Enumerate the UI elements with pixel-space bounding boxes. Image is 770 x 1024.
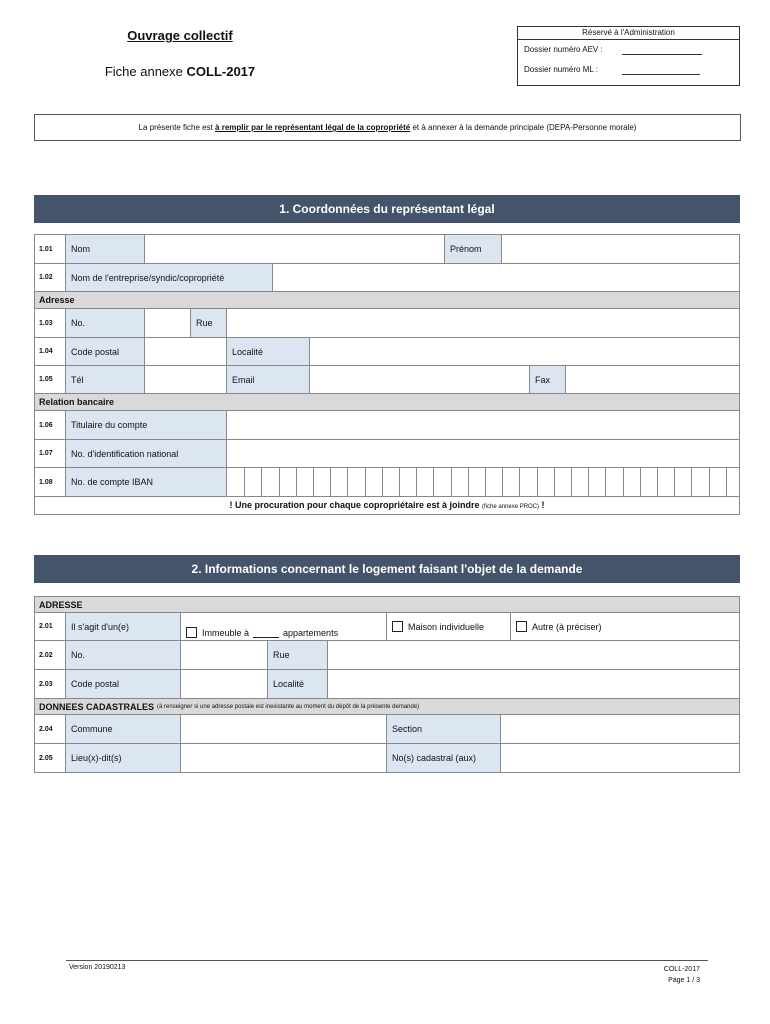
bank-heading: Relation bancaire	[34, 394, 740, 411]
iban-char-box[interactable]	[433, 468, 450, 496]
iban-char-box[interactable]	[416, 468, 433, 496]
iban-char-box[interactable]	[691, 468, 708, 496]
label-cadastral-number: No(s) cadastral (aux)	[387, 744, 501, 772]
tel-input[interactable]	[145, 366, 227, 393]
option-immeuble[interactable]	[181, 613, 387, 640]
iban-char-box[interactable]	[554, 468, 571, 496]
address-heading: Adresse	[34, 292, 740, 309]
immeuble-label: Immeuble à	[202, 628, 250, 638]
row-number: 2.02	[35, 641, 66, 669]
checkbox-autre[interactable]	[516, 621, 527, 632]
label-tel: Tél	[66, 366, 145, 393]
row-number: 1.03	[35, 309, 66, 337]
row-2-04	[34, 715, 740, 744]
iban-char-box[interactable]	[571, 468, 588, 496]
row-number: 1.06	[35, 411, 66, 439]
prenom-input[interactable]	[502, 235, 739, 263]
label-iban: No. de compte IBAN	[66, 468, 227, 496]
row-number: 2.05	[35, 744, 66, 772]
label-email: Email	[227, 366, 310, 393]
commune-input[interactable]	[181, 715, 387, 743]
warning-note: (fiche annexe PROC)	[482, 504, 540, 510]
section-2-title: 2. Informations concernant le logement faisant l'objet de la demande	[34, 555, 740, 583]
iban-input[interactable]	[227, 468, 739, 496]
iban-char-box[interactable]	[709, 468, 726, 496]
iban-char-box[interactable]	[623, 468, 640, 496]
label-entreprise: Nom de l'entreprise/syndic/copropriété	[66, 264, 273, 291]
row-number: 1.01	[35, 235, 66, 263]
warning-end: !	[539, 500, 545, 510]
section-1-title: 1. Coordonnées du représentant légal	[34, 195, 740, 223]
form-subtitle	[60, 64, 300, 79]
iban-char-box[interactable]	[365, 468, 382, 496]
label-rue: Rue	[191, 309, 227, 337]
iban-char-box[interactable]	[485, 468, 502, 496]
procuration-warning	[34, 497, 740, 515]
iban-char-box[interactable]	[588, 468, 605, 496]
nom-input[interactable]	[145, 235, 445, 263]
admin-heading: Réservé à l'Administration	[518, 27, 739, 40]
row-2-02	[34, 641, 740, 670]
form-title: Ouvrage collectif	[127, 28, 233, 43]
label-localite: Localité	[227, 338, 310, 365]
iban-char-box[interactable]	[502, 468, 519, 496]
label-rue-2: Rue	[268, 641, 328, 669]
page-number: Page 1 / 3	[668, 977, 700, 984]
iban-char-box[interactable]	[640, 468, 657, 496]
label-prenom: Prénom	[445, 235, 502, 263]
row-1-08	[34, 468, 740, 497]
label-fax: Fax	[530, 366, 566, 393]
checkbox-maison[interactable]	[392, 621, 403, 632]
row-1-03	[34, 309, 740, 338]
cadastral-heading	[34, 699, 740, 715]
label-titulaire: Titulaire du compte	[66, 411, 227, 439]
label-section: Section	[387, 715, 501, 743]
entreprise-input[interactable]	[273, 264, 739, 291]
row-2-03	[34, 670, 740, 699]
appartements-count-blank[interactable]	[253, 637, 279, 638]
iban-char-box[interactable]	[399, 468, 416, 496]
fax-input[interactable]	[566, 366, 739, 393]
row-number: 1.02	[35, 264, 66, 291]
localite-input[interactable]	[310, 338, 739, 365]
cadastral-number-input[interactable]	[501, 744, 739, 772]
subtitle-prefix: Fiche annexe	[104, 64, 183, 79]
lieu-dit-input[interactable]	[181, 744, 387, 772]
label-code-postal-2: Code postal	[66, 670, 181, 698]
iban-char-box[interactable]	[330, 468, 347, 496]
page-footer	[66, 960, 708, 984]
notice-text-1: La présente fiche est	[138, 123, 216, 132]
iban-char-box[interactable]	[674, 468, 691, 496]
version-label: Version 20190213	[69, 964, 126, 971]
label-commune: Commune	[66, 715, 181, 743]
ml-field[interactable]	[518, 60, 739, 80]
row-number: 1.05	[35, 366, 66, 393]
notice-text-2: et à annexer à la demande principale (DEPA-Personne morale)	[410, 123, 637, 132]
label-nom: Nom	[66, 235, 145, 263]
notice-emphasis: à remplir par le représentant légal de la copropriété	[215, 123, 411, 132]
iban-char-box[interactable]	[451, 468, 468, 496]
footer-code: COLL-2017	[663, 966, 700, 973]
titulaire-input[interactable]	[227, 411, 739, 439]
email-input[interactable]	[310, 366, 530, 393]
appartements-label: appartements	[283, 628, 339, 638]
row-number: 2.04	[35, 715, 66, 743]
no-input[interactable]	[145, 309, 191, 337]
row-1-06	[34, 411, 740, 440]
iban-char-box[interactable]	[519, 468, 536, 496]
row-1-05	[34, 366, 740, 394]
row-1-02	[34, 264, 740, 292]
label-lieu-dit: Lieu(x)-dit(s)	[66, 744, 181, 772]
iban-char-box[interactable]	[279, 468, 296, 496]
aev-line	[622, 54, 702, 55]
aev-field[interactable]	[518, 40, 739, 60]
label-type: Il s'agit d'un(e)	[66, 613, 181, 640]
label-no-2: No.	[66, 641, 181, 669]
option-autre[interactable]	[511, 613, 739, 640]
iban-char-box[interactable]	[347, 468, 364, 496]
row-number: 2.03	[35, 670, 66, 698]
footer-right	[664, 964, 700, 986]
option-maison[interactable]	[387, 613, 511, 640]
rue-input[interactable]	[227, 309, 739, 337]
row-2-05	[34, 744, 740, 773]
checkbox-immeuble[interactable]	[186, 627, 197, 638]
cadastral-heading-text: DONNEES CADASTRALES	[39, 701, 155, 712]
iban-char-box[interactable]	[537, 468, 554, 496]
form-code: COLL-2017	[186, 64, 256, 79]
row-2-01	[34, 613, 740, 641]
label-identification: No. d'identification national	[66, 440, 227, 467]
iban-char-box[interactable]	[468, 468, 485, 496]
code-postal-input[interactable]	[145, 338, 227, 365]
section-input[interactable]	[501, 715, 739, 743]
row-number: 1.07	[35, 440, 66, 467]
notice-box	[34, 114, 741, 141]
no-input-2[interactable]	[181, 641, 268, 669]
row-1-07	[34, 440, 740, 468]
row-1-04	[34, 338, 740, 366]
maison-label: Maison individuelle	[408, 621, 485, 632]
label-code-postal: Code postal	[66, 338, 145, 365]
rue-input-2[interactable]	[328, 641, 739, 669]
iban-char-box[interactable]	[244, 468, 261, 496]
ml-line	[622, 74, 700, 75]
iban-char-box[interactable]	[313, 468, 330, 496]
row-number: 1.08	[35, 468, 66, 496]
row-number: 2.01	[35, 613, 66, 640]
label-no: No.	[66, 309, 145, 337]
iban-char-box[interactable]	[261, 468, 278, 496]
identification-input[interactable]	[227, 440, 739, 467]
localite-input-2[interactable]	[328, 670, 739, 698]
address-heading-2: ADRESSE	[34, 596, 740, 613]
iban-char-box[interactable]	[605, 468, 622, 496]
aev-label: Dossier numéro AEV :	[524, 45, 603, 54]
warning-text: ! Une procuration pour chaque copropriétaire est à joindre	[229, 500, 480, 510]
iban-char-box[interactable]	[657, 468, 674, 496]
admin-box	[517, 26, 740, 86]
autre-label: Autre (à préciser)	[532, 621, 602, 632]
ml-label: Dossier numéro ML :	[524, 65, 598, 74]
iban-char-box[interactable]	[382, 468, 399, 496]
label-localite-2: Localité	[268, 670, 328, 698]
code-postal-input-2[interactable]	[181, 670, 268, 698]
iban-char-box[interactable]	[726, 468, 743, 496]
row-1-01	[34, 234, 740, 264]
iban-char-box[interactable]	[296, 468, 313, 496]
row-number: 1.04	[35, 338, 66, 365]
cadastral-note: (à renseigner si une adresse postale est inexistante au moment du dépôt de la présente demande)	[157, 703, 420, 710]
